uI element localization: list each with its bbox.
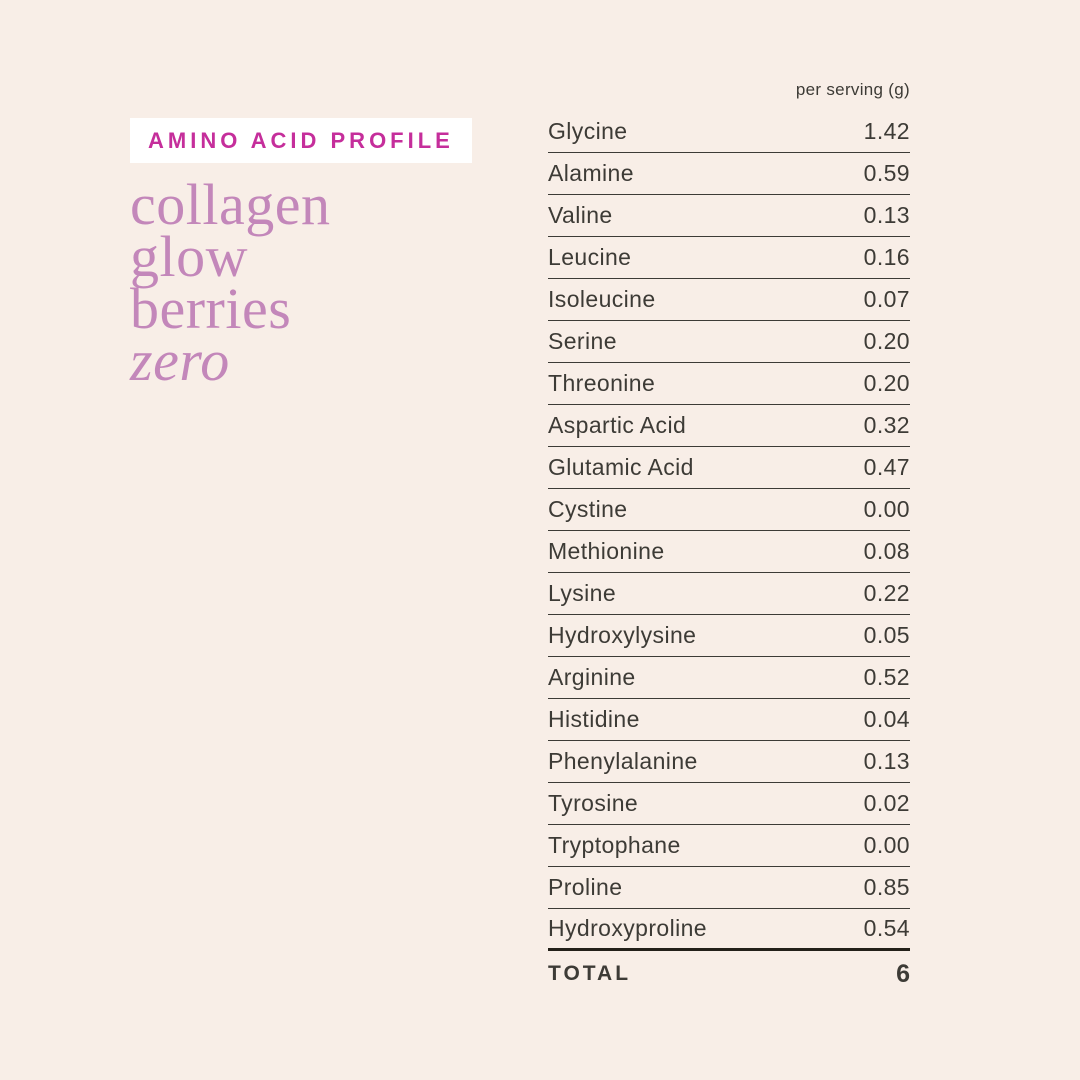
amino-acid-name: Tyrosine [548, 790, 639, 816]
product-title-line: collagen [130, 172, 331, 237]
amino-acid-value: 0.02 [863, 790, 910, 816]
table-row [548, 405, 910, 447]
table-row [548, 741, 910, 783]
amino-acid-name: Glutamic Acid [548, 454, 694, 480]
table-row [548, 279, 910, 321]
amino-acid-name: Aspartic Acid [548, 412, 687, 438]
amino-acid-name: Histidine [548, 706, 640, 732]
table-row [548, 909, 910, 951]
amino-acid-name: Lysine [548, 580, 617, 606]
amino-acid-value: 0.05 [863, 622, 910, 648]
table-row [548, 699, 910, 741]
amino-acid-profile-badge [130, 118, 472, 163]
amino-acid-name: Phenylalanine [548, 748, 698, 774]
amino-acid-value: 0.32 [863, 412, 910, 438]
amino-acid-name: Threonine [548, 370, 656, 396]
amino-acid-name: Hydroxyproline [548, 915, 707, 941]
amino-acid-value: 0.47 [863, 454, 910, 480]
amino-acid-name: Serine [548, 328, 617, 354]
amino-acid-value: 0.85 [863, 874, 910, 900]
total-label: TOTAL [548, 962, 632, 985]
amino-acid-value: 0.20 [863, 328, 910, 354]
table-row [548, 195, 910, 237]
table-row [548, 615, 910, 657]
table-row [548, 783, 910, 825]
badge-label: AMINO ACID PROFILE [148, 128, 454, 153]
table-row [548, 657, 910, 699]
total-value: 6 [896, 959, 910, 988]
amino-acid-value: 0.04 [863, 706, 910, 732]
table-row [548, 321, 910, 363]
amino-acid-value: 0.08 [863, 538, 910, 564]
amino-acid-name: Methionine [548, 538, 665, 564]
amino-acid-value: 1.42 [863, 118, 910, 144]
amino-acid-value: 0.00 [863, 832, 910, 858]
amino-acid-value: 0.20 [863, 370, 910, 396]
product-title [130, 172, 530, 393]
amino-acid-value: 0.00 [863, 496, 910, 522]
amino-acid-name: Tryptophane [548, 832, 681, 858]
amino-acid-value: 0.52 [863, 664, 910, 690]
product-title-line: glow [130, 224, 248, 289]
amino-acid-value: 0.07 [863, 286, 910, 312]
product-info-panel [130, 118, 530, 393]
amino-acid-value: 0.59 [863, 160, 910, 186]
table-row [548, 447, 910, 489]
table-row [548, 573, 910, 615]
amino-acid-name: Glycine [548, 118, 628, 144]
amino-acid-table [548, 80, 910, 997]
amino-acid-value: 0.16 [863, 244, 910, 270]
per-serving-header: per serving (g) [795, 80, 910, 99]
amino-acid-value: 0.13 [863, 748, 910, 774]
table-row [548, 363, 910, 405]
amino-acid-name: Cystine [548, 496, 628, 522]
table-row [548, 825, 910, 867]
table-row [548, 153, 910, 195]
amino-acid-value: 0.54 [863, 915, 910, 941]
table-row [548, 111, 910, 153]
amino-acid-rows [548, 111, 910, 951]
amino-acid-name: Hydroxylysine [548, 622, 697, 648]
amino-acid-name: Isoleucine [548, 286, 656, 312]
amino-acid-name: Valine [548, 202, 613, 228]
amino-acid-name: Leucine [548, 244, 632, 270]
amino-acid-name: Arginine [548, 664, 636, 690]
amino-acid-name: Proline [548, 874, 623, 900]
amino-acid-value: 0.13 [863, 202, 910, 228]
product-title-line-zero: zero [130, 328, 230, 393]
table-row [548, 531, 910, 573]
total-row [548, 951, 910, 997]
amino-acid-value: 0.22 [863, 580, 910, 606]
amino-acid-name: Alamine [548, 160, 634, 186]
product-title-line: berries [130, 276, 292, 341]
table-row [548, 867, 910, 909]
table-row [548, 489, 910, 531]
table-row [548, 237, 910, 279]
